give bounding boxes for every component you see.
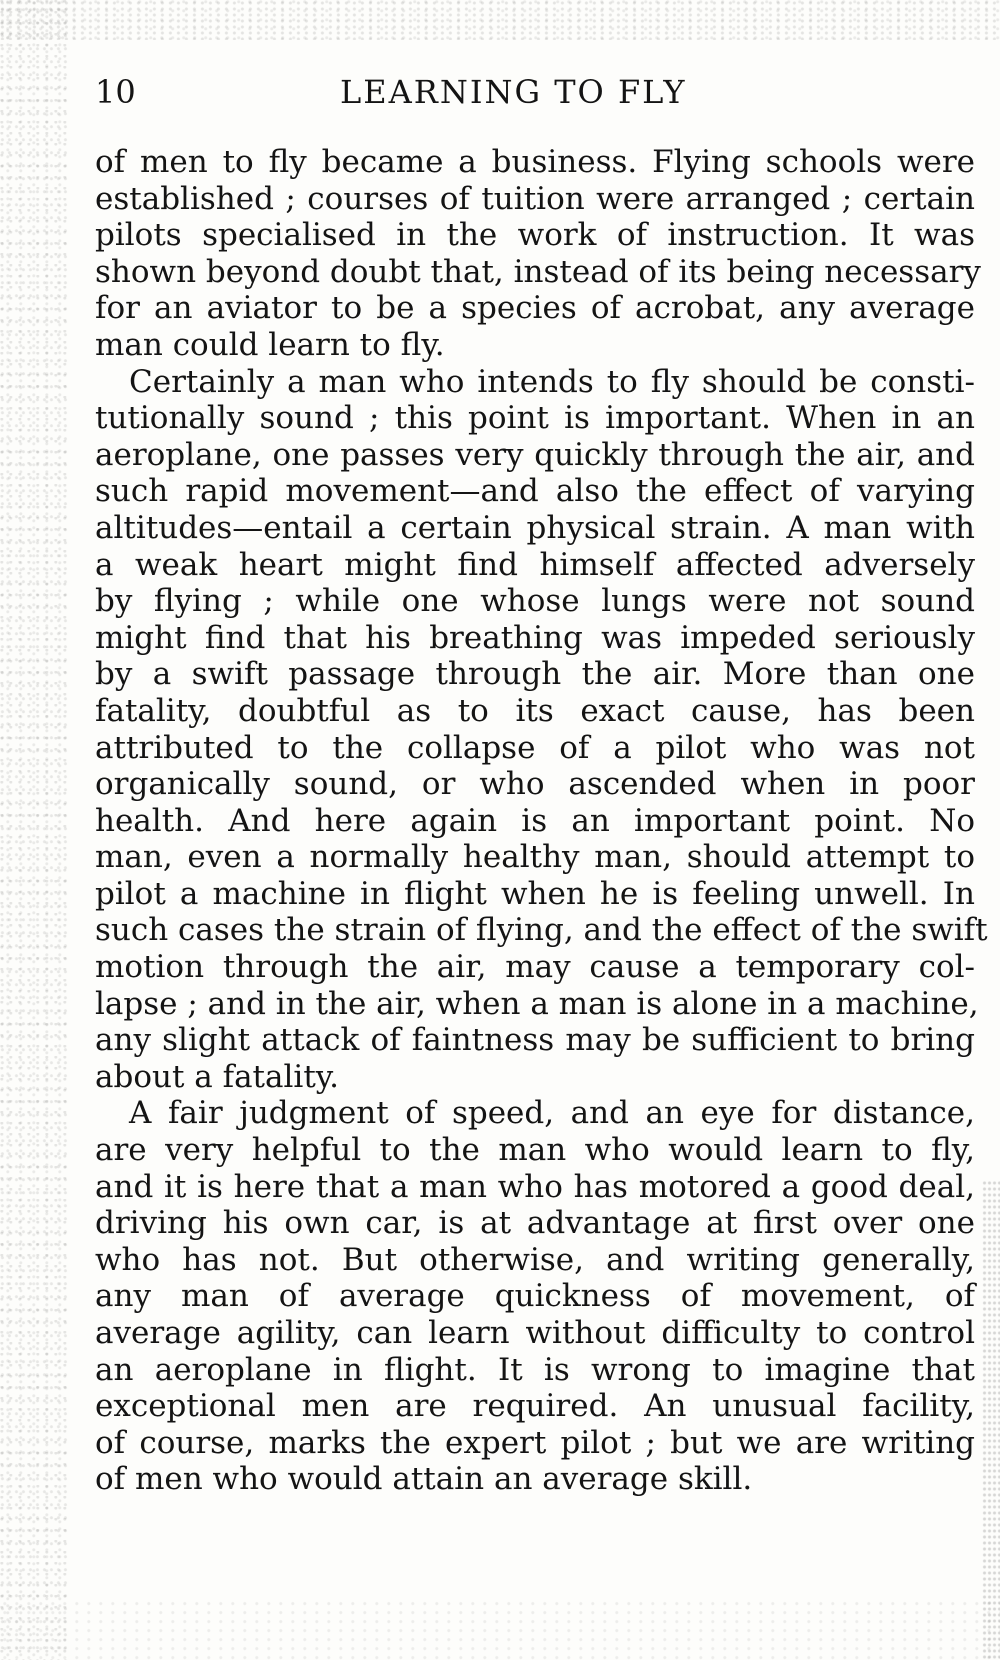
text-line: and it is here that a man who has motored a good deal, bbox=[95, 1168, 975, 1205]
text-line: A fair judgment of speed, and an eye for distance, bbox=[129, 1095, 975, 1132]
text-line: shown beyond doubt that, instead of its being necessary bbox=[95, 253, 981, 290]
text-line: tutionally sound ; this point is important. When in an bbox=[95, 400, 975, 437]
text-line: man could learn to fly. bbox=[95, 326, 445, 363]
text-line: organically sound, or who ascended when in poor bbox=[95, 766, 975, 803]
paragraph-3 bbox=[95, 1095, 975, 1498]
text-line: attributed to the collapse of a pilot who was not bbox=[95, 729, 975, 766]
running-title: LEARNING TO FLY bbox=[340, 73, 687, 111]
text-line: about a fatality. bbox=[95, 1058, 340, 1095]
text-line: aeroplane, one passes very quickly through the air, and bbox=[95, 436, 975, 473]
text-line: average agility, can learn without difficulty to control bbox=[95, 1315, 975, 1351]
text-line: of men who would attain an average skill. bbox=[95, 1461, 753, 1498]
scan-noise-right bbox=[982, 1180, 1000, 1660]
text-line: a weak heart might find himself affected adversely bbox=[95, 546, 975, 583]
text-line: Certainly a man who intends to fly should be consti- bbox=[129, 363, 975, 400]
text-line: such rapid movement—and also the effect of varying bbox=[95, 473, 975, 510]
text-line: driving his own car, is at advantage at first over one bbox=[95, 1205, 975, 1242]
text-line: might find that his breathing was impeded seriously bbox=[95, 619, 975, 656]
paragraph-1 bbox=[95, 144, 981, 364]
text-line: lapse ; and in the air, when a man is alone in a machine, bbox=[95, 985, 979, 1022]
text-line: such cases the strain of flying, and the effect of the swift bbox=[95, 912, 988, 949]
scan-noise-bottom bbox=[0, 1600, 1000, 1660]
text-line: by a swift passage through the air. More than one bbox=[95, 656, 975, 693]
text-line: are very helpful to the man who would learn to fly, bbox=[95, 1132, 975, 1169]
text-line: health. And here again is an important point. No bbox=[95, 802, 975, 839]
text-line: established ; courses of tuition were arranged ; certain bbox=[95, 180, 975, 217]
scan-noise-left bbox=[0, 0, 70, 1660]
page-number: 10 bbox=[95, 73, 136, 111]
text-line: altitudes—entail a certain physical strain. A man with bbox=[95, 509, 975, 546]
text-line: for an aviator to be a species of acrobat, any average bbox=[95, 290, 975, 327]
text-line: an aeroplane in flight. It is wrong to imagine that bbox=[95, 1351, 975, 1388]
body-text bbox=[95, 144, 988, 1498]
text-line: motion through the air, may cause a temporary col- bbox=[95, 949, 975, 986]
text-line: fatality, doubtful as to its exact cause, has been bbox=[95, 692, 975, 729]
scan-noise-top bbox=[0, 0, 1000, 40]
text-line: pilots specialised in the work of instruction. It was bbox=[95, 217, 975, 254]
text-line: any man of average quickness of movement, of bbox=[95, 1278, 975, 1315]
page-header bbox=[95, 70, 975, 114]
paragraph-2 bbox=[95, 363, 988, 1096]
text-line: exceptional men are required. An unusual facility, bbox=[95, 1388, 975, 1425]
text-line: who has not. But otherwise, and writing generally, bbox=[95, 1241, 975, 1278]
text-line: of course, marks the expert pilot ; but we are writing bbox=[95, 1424, 975, 1461]
text-line: man, even a normally healthy man, should attempt to bbox=[95, 839, 975, 876]
text-line: any slight attack of faintness may be sufficient to bring bbox=[95, 1022, 975, 1059]
text-line: by flying ; while one whose lungs were not sound bbox=[95, 583, 975, 620]
text-line: of men to fly became a business. Flying schools were bbox=[95, 144, 975, 180]
text-line: pilot a machine in flight when he is feeling unwell. In bbox=[95, 875, 975, 912]
